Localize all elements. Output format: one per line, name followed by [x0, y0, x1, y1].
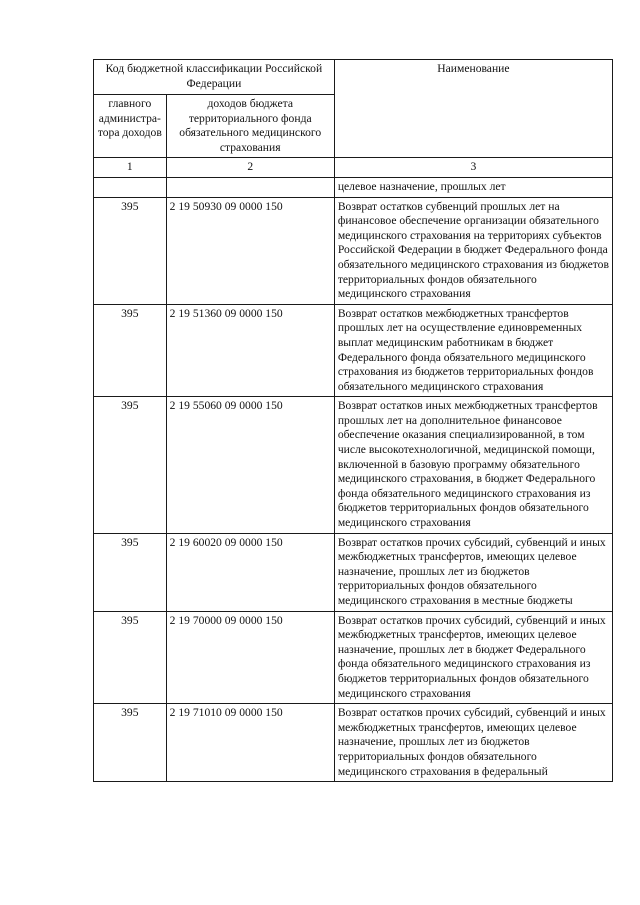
header-number-row	[94, 158, 613, 178]
admin-code-cell: 395	[94, 611, 167, 704]
item-name-cell: Возврат остатков прочих субсидий, субвенций и иных межбюджетных трансфертов, имеющих целевое назначение, прошлых лет в бюджет Федерального фонда обязательного медицинского страхования из бюджетов территориальных фондов обязательного медицинского страхования	[334, 611, 612, 704]
table-row	[94, 611, 613, 704]
header-number-3: 3	[334, 158, 612, 178]
item-name-cell: Возврат остатков субвенций прошлых лет на финансовое обеспечение организации обязательного медицинского страхования на территориях субъектов Российской Федерации в бюджет Федерального фонда обязательного медицинского страхования из бюджетов территориальных фондов обязательного медицинского страхования	[334, 197, 612, 304]
budget-code-cell: 2 19 51360 09 0000 150	[166, 304, 334, 397]
item-name-cell: Возврат остатков прочих субсидий, субвенций и иных межбюджетных трансфертов, имеющих целевое назначение, прошлых лет из бюджетов территориальных фондов обязательного медицинского страхования в федеральный	[334, 704, 612, 782]
admin-code-cell: 395	[94, 304, 167, 397]
admin-code-cell: 395	[94, 197, 167, 304]
header-number-1: 1	[94, 158, 167, 178]
table-row	[94, 533, 613, 611]
budget-classification-table	[93, 59, 613, 782]
header-group-cell: Код бюджетной классификации Российской Федерации	[94, 60, 335, 95]
budget-code-cell: 2 19 55060 09 0000 150	[166, 397, 334, 533]
table-row	[94, 304, 613, 397]
header-name-cell: Наименование	[334, 60, 612, 158]
header-number-2: 2	[166, 158, 334, 178]
continuation-admin-cell	[94, 177, 167, 197]
header-row-group	[94, 60, 613, 95]
item-name-cell: Возврат остатков межбюджетных трансфертов прошлых лет на осуществление единовременных выплат медицинским работникам в бюджет Федерального фонда обязательного медицинского страхования из бюджетов территориальных фондов обязательного медицинского страхования	[334, 304, 612, 397]
budget-code-cell: 2 19 50930 09 0000 150	[166, 197, 334, 304]
table-row	[94, 397, 613, 533]
admin-code-cell: 395	[94, 704, 167, 782]
continuation-code-cell	[166, 177, 334, 197]
budget-code-cell: 2 19 70000 09 0000 150	[166, 611, 334, 704]
item-name-cell: Возврат остатков прочих субсидий, субвенций и иных межбюджетных трансфертов, имеющих целевое назначение, прошлых лет из бюджетов территориальных фондов обязательного медицинского страхования в местные бюджеты	[334, 533, 612, 611]
continuation-row	[94, 177, 613, 197]
budget-code-cell: 2 19 60020 09 0000 150	[166, 533, 334, 611]
continuation-name-cell: целевое назначение, прошлых лет	[334, 177, 612, 197]
item-name-cell: Возврат остатков иных межбюджетных трансфертов прошлых лет на дополнительное финансовое обеспечение оказания специализированной, в том числе высокотехнологичной, медицинской помощи, включенной в базовую программу обязательного медицинского страхования, в бюджет Федерального фонда обязательного медицинского страхования из бюджетов территориальных фондов обязательного медицинского страхования	[334, 397, 612, 533]
header-admin-cell: главного администра-тора доходов	[94, 95, 167, 158]
admin-code-cell: 395	[94, 397, 167, 533]
admin-code-cell: 395	[94, 533, 167, 611]
header-income-cell: доходов бюджета территориального фонда обязательного медицинского страхования	[166, 95, 334, 158]
table-row	[94, 197, 613, 304]
budget-code-cell: 2 19 71010 09 0000 150	[166, 704, 334, 782]
table-row	[94, 704, 613, 782]
